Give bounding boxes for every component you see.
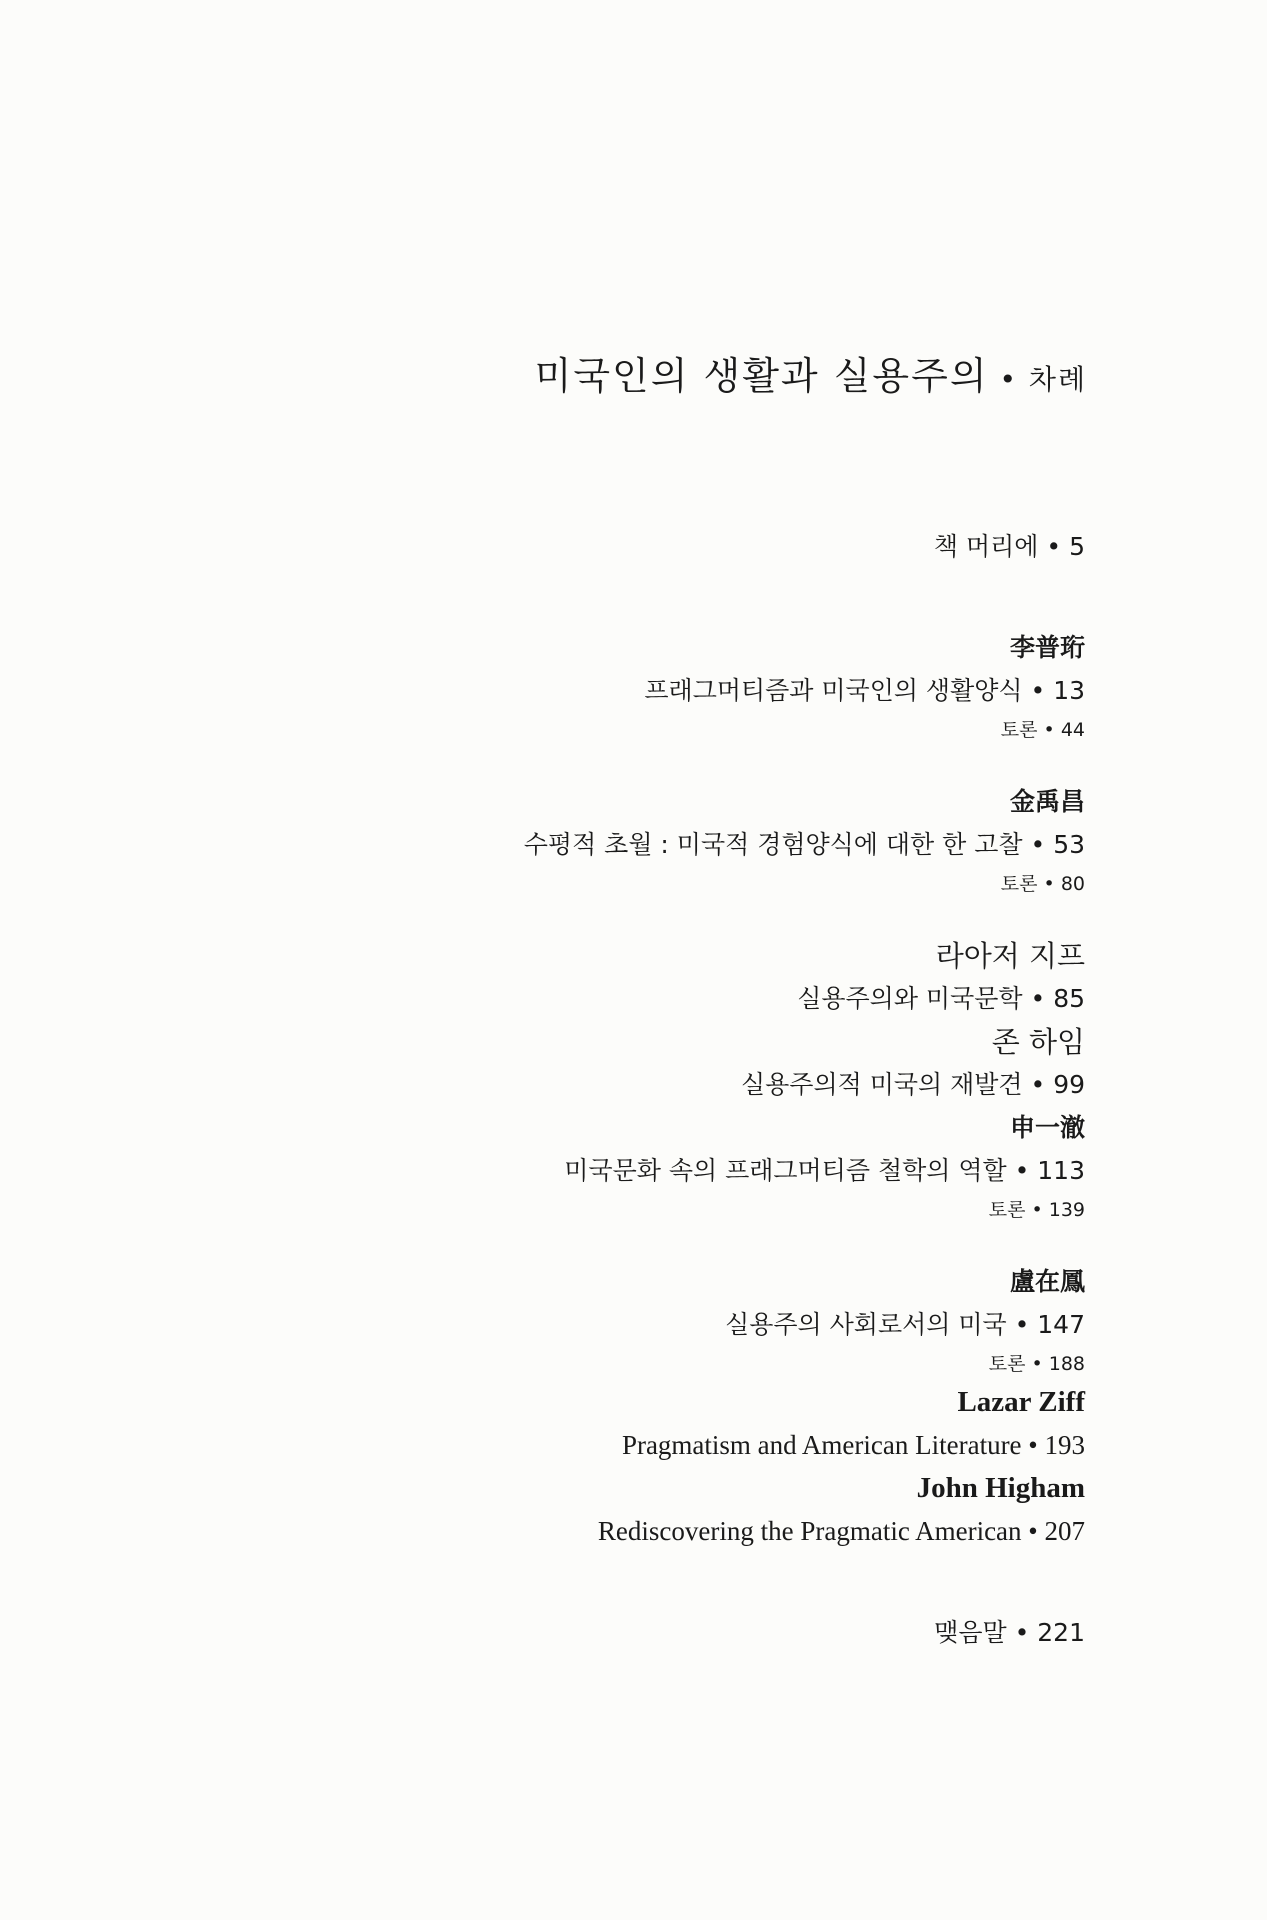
contents-heading: 차례 <box>1028 363 1087 396</box>
toc-author: 라아저 지프 <box>935 939 1085 973</box>
toc-entry-epilogue: 맺음말• 221 <box>185 1611 1085 1655</box>
toc-author: 申一澈 <box>1009 1113 1085 1142</box>
toc-entry: 수평적 초월 : 미국적 경험양식에 대한 한 고찰• 53 <box>185 823 1085 867</box>
toc-entry-discussion: 토론• 44 <box>185 713 1085 747</box>
toc-author: Lazar Ziff <box>957 1386 1085 1418</box>
toc-author: 존 하임 <box>991 1025 1085 1059</box>
toc-entry: 미국문화 속의 프래그머티즘 철학의 역할• 113 <box>185 1149 1085 1193</box>
toc-entry-discussion: 토론• 139 <box>185 1193 1085 1227</box>
table-of-contents <box>185 525 1085 1655</box>
toc-entry: Rediscovering the Pragmatic American• 207 <box>185 1509 1085 1553</box>
toc-entry-preface: 책 머리에• 5 <box>185 525 1085 569</box>
toc-author: 李普珩 <box>1009 633 1085 662</box>
toc-entry: 실용주의와 미국문학• 85 <box>185 977 1085 1021</box>
book-title: 미국인의 생활과 실용주의 <box>534 354 989 398</box>
toc-author: 金禹昌 <box>1009 787 1085 816</box>
toc-author: John Higham <box>916 1472 1085 1504</box>
toc-entry-discussion: 토론• 80 <box>185 867 1085 901</box>
toc-entry: 실용주의적 미국의 재발견• 99 <box>185 1063 1085 1107</box>
toc-entry: Pragmatism and American Literature• 193 <box>185 1423 1085 1467</box>
page-title: 미국인의 생활과 실용주의 • 차례 <box>534 354 1087 398</box>
toc-entry: 프래그머티즘과 미국인의 생활양식• 13 <box>185 669 1085 713</box>
toc-entry-discussion: 토론• 188 <box>185 1347 1085 1381</box>
toc-author: 盧在鳳 <box>1009 1267 1085 1296</box>
toc-entry: 실용주의 사회로서의 미국• 147 <box>185 1303 1085 1347</box>
